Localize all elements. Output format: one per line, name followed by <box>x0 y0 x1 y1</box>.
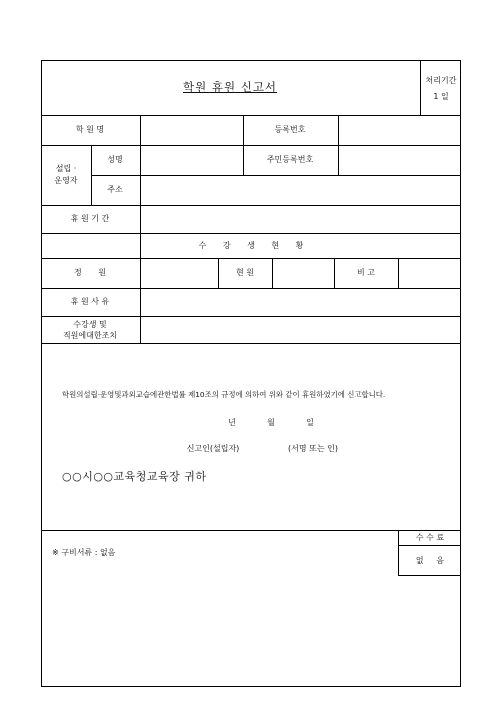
processing-period-value: 1 일 <box>433 92 449 101</box>
resident-number-label: 주민등록번호 <box>266 155 314 164</box>
required-documents-note: ※ 구비서류 : 없음 <box>52 548 116 557</box>
line-founder-bottom <box>41 205 461 206</box>
form-frame <box>41 60 461 687</box>
closure-period-label: 휴 원 기 간 <box>70 214 110 223</box>
applicant-label: 신고인(설립자) <box>186 444 240 453</box>
line-capacity-bottom <box>41 288 461 289</box>
line-fee-left <box>398 530 399 575</box>
date-day: 일 <box>306 418 314 427</box>
date-year: 년 <box>228 418 236 427</box>
closure-reason-label: 휴 원 사 유 <box>70 297 110 306</box>
fee-value: 없 음 <box>415 556 445 565</box>
remarks-label: 비 고 <box>357 268 375 277</box>
capacity-label: 정 원 <box>74 268 106 277</box>
line-current-mid <box>272 258 273 288</box>
line-header-bottom <box>41 115 461 116</box>
students-status-header: 수 강 생 현 황 <box>198 241 304 250</box>
measures-label-line1: 수강생 및 <box>73 320 107 329</box>
line-row2-bottom <box>91 175 461 176</box>
processing-period-label: 처리기간 <box>425 76 457 85</box>
academy-name-label: 학 원 명 <box>75 125 105 134</box>
line-period-bottom <box>41 233 461 234</box>
declaration-text: 학원의설립·운영및과외교습에관한법률 제10조의 규정에 의하여 위와 같이 휴원하였기에 신고합니다. <box>62 390 386 399</box>
line-measures-bottom <box>41 343 461 344</box>
date-month: 월 <box>267 418 275 427</box>
line-remarks-left <box>334 258 335 288</box>
line-remarks-right <box>398 258 399 288</box>
form-title: 학원 휴원 신고서 <box>182 80 278 94</box>
line-processing-left <box>420 60 421 115</box>
current-enrollment-label: 현 원 <box>236 268 254 277</box>
line-label-col <box>140 115 141 343</box>
signature-label: (서명 또는 인) <box>288 444 338 453</box>
address-label: 주소 <box>107 185 123 194</box>
recipient-line: ○○시○○교육청교육장 귀하 <box>62 470 207 483</box>
line-fee-header-bottom <box>398 545 461 546</box>
line-current-left <box>218 258 219 288</box>
fee-label: 수 수 료 <box>415 533 445 542</box>
line-regno-left <box>243 115 244 175</box>
registration-number-label: 등록번호 <box>274 125 306 134</box>
line-founder-sub <box>91 145 92 205</box>
founder-label-line2: 운영자 <box>54 176 78 185</box>
founder-label-line1: 설립 · <box>55 164 77 173</box>
line-reason-bottom <box>41 316 461 317</box>
measures-label-line2: 직원에대한조치 <box>62 331 118 340</box>
line-regno-right <box>338 115 339 175</box>
name-label: 성명 <box>107 155 123 164</box>
line-row1-bottom <box>41 145 461 146</box>
line-fee-bottom <box>398 575 461 576</box>
